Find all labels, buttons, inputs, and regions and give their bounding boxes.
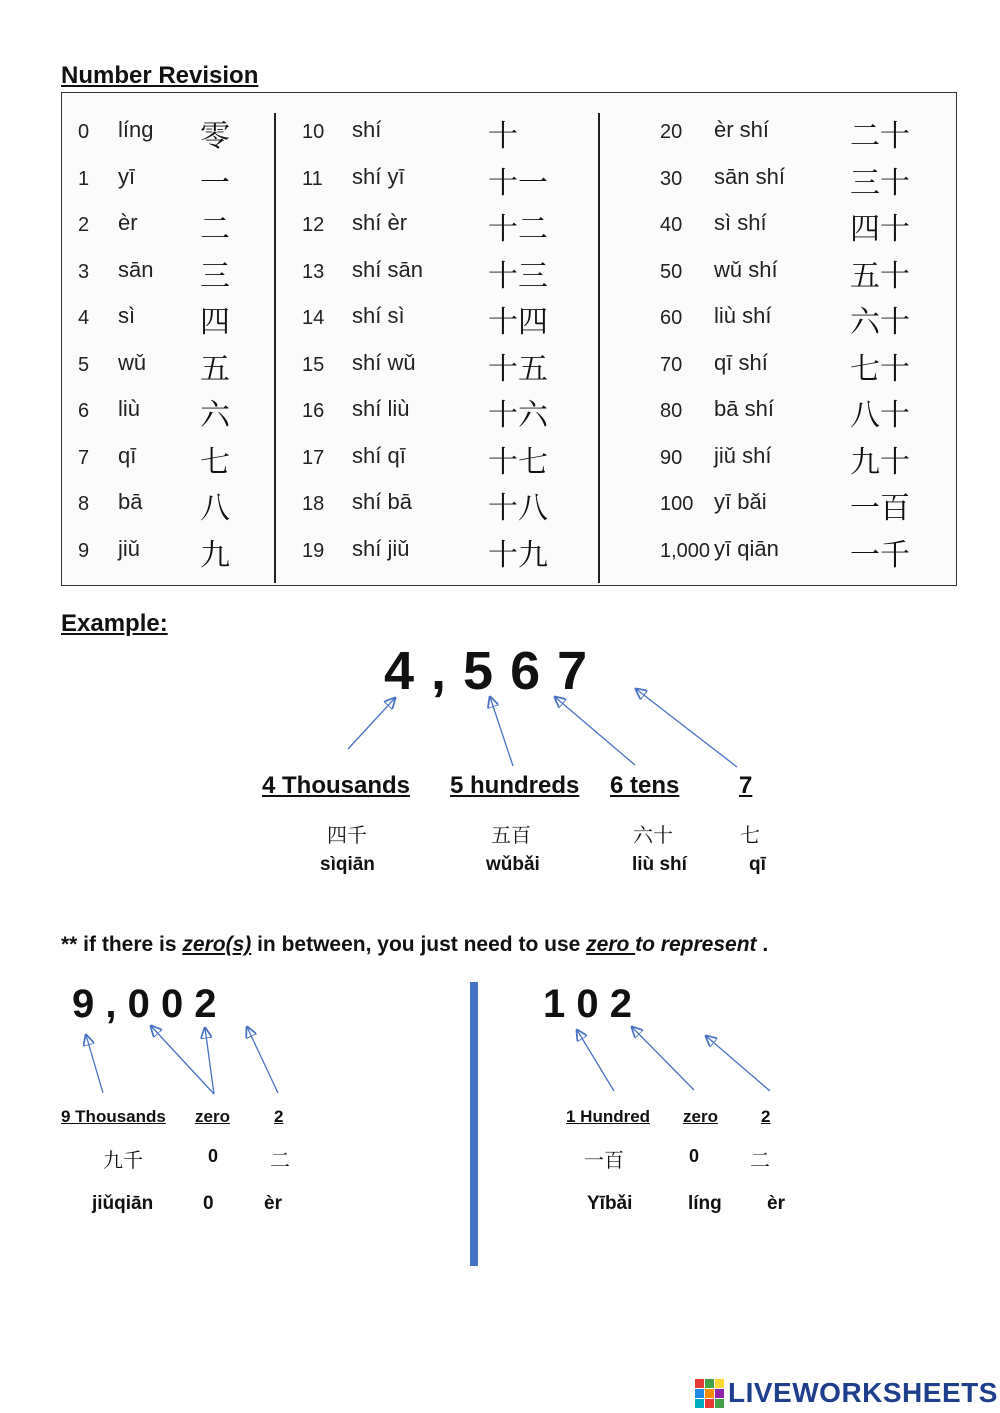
- section-divider: [470, 982, 478, 1266]
- example-number: 4 , 5 6 7: [384, 641, 589, 701]
- table-pinyin: qī: [118, 442, 137, 468]
- table-hanzi: 一: [200, 165, 230, 201]
- table-num: 14: [302, 307, 325, 329]
- arrow: [348, 698, 395, 749]
- table-num: 2: [78, 214, 90, 236]
- table-pinyin: shí yī: [352, 163, 405, 189]
- example2-label-ones: 2: [274, 1107, 284, 1126]
- pinyin-hundreds: wǔbǎi: [486, 854, 540, 875]
- table-hanzi: 十四: [488, 305, 548, 340]
- table-pinyin: sān shí: [714, 163, 785, 189]
- example3-number: 1 0 2: [543, 982, 632, 1026]
- table-pinyin: sì shí: [714, 210, 767, 235]
- logo-square: [705, 1399, 714, 1408]
- note-text: in between, you just need to use: [251, 933, 587, 956]
- table-hanzi: 一千: [850, 537, 910, 573]
- example3-chinese-ones: 二: [750, 1148, 770, 1172]
- note-text: ** if there is: [61, 933, 183, 956]
- table-pinyin: yī: [118, 163, 136, 189]
- table-num: 90: [660, 446, 683, 469]
- table-num: 12: [302, 214, 325, 236]
- table-hanzi: 十八: [488, 491, 548, 526]
- table-hanzi: 十一: [488, 165, 548, 201]
- example3-label-zero: zero: [683, 1107, 718, 1126]
- arrow: [205, 1028, 214, 1094]
- table-num: 11: [302, 167, 323, 190]
- table-pinyin: èr shí: [714, 117, 770, 142]
- liveworksheets-logo-icon: [695, 1379, 724, 1408]
- arrow: [577, 1030, 614, 1091]
- example3-pinyin-zero: líng: [688, 1193, 722, 1214]
- table-hanzi: 四十: [850, 212, 910, 247]
- table-num: 60: [660, 307, 683, 329]
- table-num: 70: [660, 353, 683, 376]
- table-num: 16: [302, 400, 325, 422]
- table-num: 40: [660, 214, 683, 236]
- table-pinyin: shí wǔ: [352, 349, 416, 375]
- logo-square: [695, 1379, 704, 1388]
- note-text: .: [756, 933, 769, 956]
- table-pinyin: liù shí: [714, 303, 772, 328]
- table-pinyin: shí bā: [352, 489, 412, 514]
- table-pinyin: shí liù: [352, 396, 410, 421]
- table-hanzi: 十三: [488, 258, 548, 294]
- label-ones: 7: [739, 772, 753, 799]
- table-num: 10: [302, 121, 325, 143]
- table-num: 100: [660, 493, 694, 515]
- table-hanzi: 二: [200, 212, 230, 247]
- table-pinyin: jiǔ shí: [714, 442, 772, 468]
- table-num: 30: [660, 167, 683, 190]
- example3-label-ones: 2: [761, 1107, 771, 1126]
- table-hanzi: 零: [200, 119, 230, 154]
- logo-square: [705, 1389, 714, 1398]
- table-num: 1: [78, 167, 90, 190]
- table-hanzi: 十二: [488, 212, 548, 247]
- table-hanzi: 九: [200, 537, 230, 573]
- example3-chinese-hundred: 一百: [584, 1148, 624, 1172]
- example2-chinese-thousands: 九千: [103, 1148, 143, 1172]
- table-num: 7: [78, 446, 90, 469]
- table-pinyin: wǔ shí: [714, 256, 778, 282]
- chinese-hundreds: 五百: [491, 823, 531, 847]
- logo-square: [705, 1379, 714, 1388]
- label-tens: 6 tens: [610, 772, 680, 799]
- table-num: 9: [78, 539, 90, 562]
- table-num: 5: [78, 353, 90, 376]
- table-pinyin: shí: [352, 117, 382, 142]
- example3-pinyin-ones: èr: [767, 1193, 785, 1214]
- table-num: 17: [302, 446, 325, 469]
- table-hanzi: 七: [200, 444, 230, 480]
- table-num: 20: [660, 121, 683, 143]
- example2-chinese-ones: 二: [270, 1148, 290, 1172]
- table-pinyin: shí sì: [352, 303, 405, 328]
- logo-square: [715, 1389, 724, 1398]
- chinese-ones: 七: [740, 823, 760, 847]
- table-hanzi: 六十: [850, 305, 910, 340]
- table-hanzi: 十九: [488, 537, 548, 573]
- logo-square: [715, 1379, 724, 1388]
- table-pinyin: shí qī: [352, 442, 406, 468]
- arrow: [706, 1036, 770, 1091]
- table-num: 8: [78, 493, 90, 515]
- table-pinyin: shí sān: [352, 256, 423, 282]
- table-pinyin: sān: [118, 256, 154, 282]
- example3-label-hundred: 1 Hundred: [566, 1107, 651, 1126]
- note-zero-s: zero(s): [182, 933, 252, 956]
- table-pinyin: yī bǎi: [714, 489, 767, 514]
- table-hanzi: 十六: [488, 398, 548, 433]
- example2-pinyin-ones: èr: [264, 1193, 282, 1214]
- table-hanzi: 五十: [850, 258, 910, 294]
- arrow: [555, 697, 635, 765]
- table-pinyin: qī shí: [714, 349, 768, 375]
- table-num: 50: [660, 260, 683, 283]
- table-num: 80: [660, 400, 683, 422]
- logo-square: [695, 1389, 704, 1398]
- table-pinyin: jiǔ: [118, 535, 141, 561]
- arrow: [86, 1035, 103, 1093]
- table-pinyin: sì: [118, 303, 136, 328]
- table-pinyin: shí èr: [352, 210, 408, 235]
- label-thousands: 4 Thousands: [262, 772, 411, 799]
- table-num: 15: [302, 353, 325, 376]
- table-num: 0: [78, 121, 90, 143]
- liveworksheets-brand: [695, 1378, 998, 1408]
- table-num: 19: [302, 539, 325, 562]
- page-title: Number Revision: [61, 62, 259, 89]
- table-pinyin: shí jiǔ: [352, 535, 410, 561]
- table-hanzi: 三: [200, 258, 230, 294]
- example3-pinyin-hundred: Yībǎi: [587, 1193, 633, 1214]
- example3-chinese-zero: 0: [689, 1146, 700, 1166]
- chinese-tens: 六十: [633, 823, 673, 847]
- arrow: [247, 1027, 278, 1093]
- table-hanzi: 十: [488, 119, 518, 154]
- example2-number: 9 , 0 0 2: [72, 982, 217, 1026]
- table-hanzi: 一百: [850, 491, 910, 526]
- table-hanzi: 十五: [488, 351, 548, 387]
- table-hanzi: 五: [200, 351, 230, 387]
- note-zero: zero: [586, 933, 636, 956]
- table-hanzi: 六: [200, 398, 230, 433]
- note-to-represent: to represent: [635, 933, 757, 956]
- arrow: [636, 689, 737, 767]
- table-pinyin: bā: [118, 489, 143, 514]
- arrow: [151, 1026, 214, 1094]
- table-num: 3: [78, 260, 90, 283]
- table-pinyin: èr: [118, 210, 138, 235]
- table-num: 13: [302, 260, 325, 283]
- table-pinyin: líng: [118, 117, 154, 142]
- table-num: 18: [302, 493, 325, 515]
- logo-square: [715, 1399, 724, 1408]
- brand-text: LIVEWORKSHEETS: [728, 1377, 998, 1408]
- pinyin-ones: qī: [749, 854, 766, 875]
- table-pinyin: bā shí: [714, 396, 774, 421]
- example2-chinese-zero: 0: [208, 1146, 219, 1166]
- table-num: 6: [78, 400, 90, 422]
- table-hanzi: 七十: [850, 351, 910, 387]
- table-pinyin: wǔ: [118, 349, 147, 375]
- table-num: 1,000: [660, 539, 711, 562]
- pinyin-thousands: sìqiān: [320, 854, 375, 875]
- logo-square: [695, 1399, 704, 1408]
- pinyin-tens: liù shí: [632, 854, 687, 875]
- example-title: Example:: [61, 610, 168, 637]
- table-hanzi: 八十: [850, 398, 910, 433]
- example2-pinyin-zero: 0: [203, 1193, 214, 1214]
- example2-pinyin-thousands: jiǔqiān: [92, 1193, 154, 1214]
- arrow: [632, 1027, 694, 1090]
- table-hanzi: 三十: [850, 165, 910, 201]
- table-pinyin: liù: [118, 396, 141, 421]
- table-hanzi: 八: [200, 491, 230, 526]
- label-hundreds: 5 hundreds: [450, 772, 580, 799]
- example2-label-zero: zero: [195, 1107, 230, 1126]
- zero-note: [61, 933, 768, 957]
- example2-label-thousands: 9 Thousands: [61, 1107, 166, 1126]
- table-hanzi: 二十: [850, 119, 910, 154]
- table-hanzi: 四: [200, 305, 230, 340]
- chinese-thousands: 四千: [327, 823, 367, 847]
- table-pinyin: yī qiān: [714, 535, 779, 561]
- arrow: [490, 697, 513, 766]
- table-hanzi: 九十: [850, 444, 910, 480]
- table-hanzi: 十七: [488, 444, 548, 480]
- table-num: 4: [78, 307, 90, 329]
